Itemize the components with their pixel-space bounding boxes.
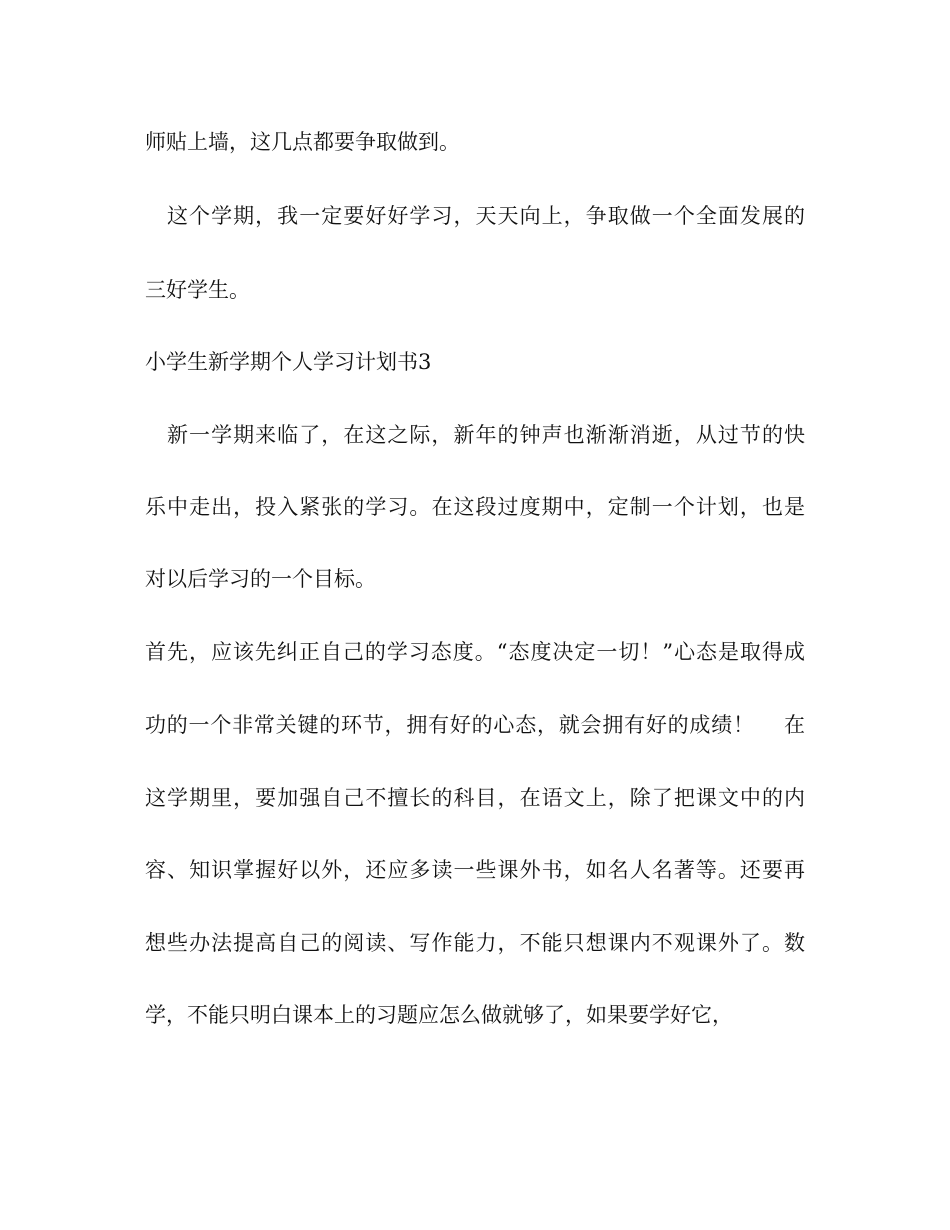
text-line-9: 功的一个非常关键的环节，拥有好的心态，就会拥有好的成绩！ 在	[145, 713, 805, 737]
text-line-10: 这学期里，要加强自己不擅长的科目，在语文上，除了把课文中的内	[145, 786, 805, 810]
text-line-13: 学，不能只明白课本上的习题应怎么做就够了，如果要学好它，	[145, 1003, 733, 1027]
text-line-6: 乐中走出，投入紧张的学习。在这段过度期中，定制一个计划，也是	[145, 495, 805, 519]
section-heading: 小学生新学期个人学习计划书3	[145, 350, 432, 374]
text-line-11: 容、知识掌握好以外，还应多读一些课外书，如名人名著等。还要再	[145, 858, 805, 882]
text-line-3: 三好学生。	[145, 278, 250, 302]
text-line-2: 这个学期，我一定要好好学习，天天向上，争取做一个全面发展的	[167, 204, 805, 228]
text-line-5: 新一学期来临了，在这之际，新年的钟声也渐渐消逝，从过节的快	[167, 423, 805, 447]
text-line-8: 首先，应该先纠正自己的学习态度。“态度决定一切！”心态是取得成	[145, 640, 805, 664]
text-line-7: 对以后学习的一个目标。	[145, 567, 376, 591]
text-line-1: 师贴上墙，这几点都要争取做到。	[145, 130, 460, 154]
text-line-12: 想些办法提高自己的阅读、写作能力，不能只想课内不观课外了。数	[145, 931, 805, 955]
